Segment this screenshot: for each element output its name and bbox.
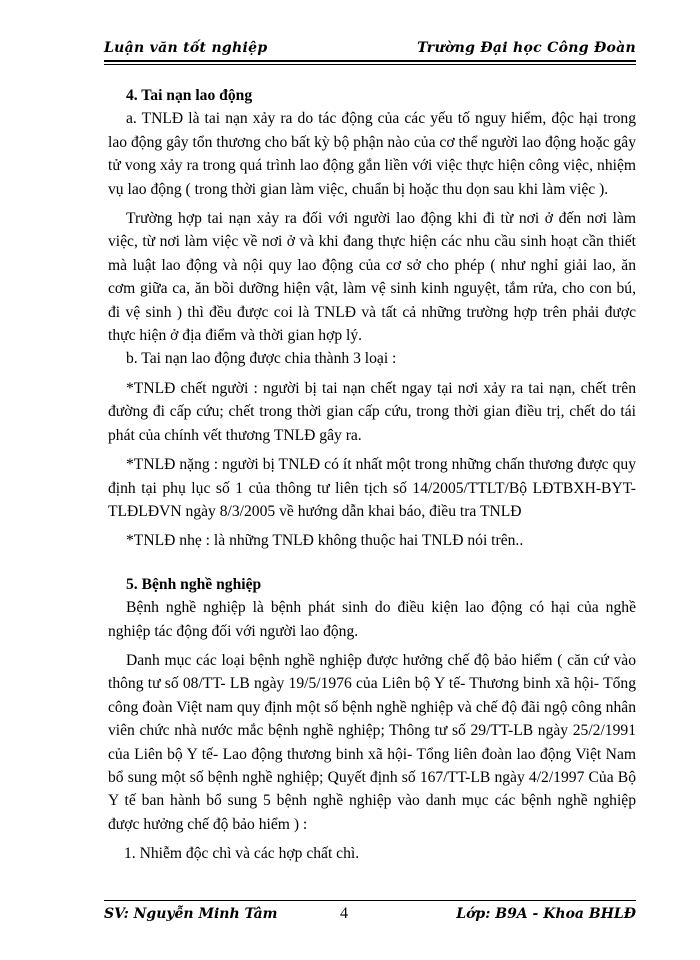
paragraph-fatal-accident: *TNLĐ chết người : người bị tai nạn chết ngay tại nơi xảy ra tai nạn, chết trên đường đi cấp cứu; chết trong thời gian cấp cứu, trong thời gian điều trị, chết do tái phát của chính vết thương TNLĐ gây ra.: [108, 379, 636, 444]
footer-student-name: SV: Nguyễn Minh Tâm: [104, 906, 278, 922]
paragraph-minor-accident: *TNLĐ nhẹ : là những TNLĐ không thuộc hai TNLĐ nói trên..: [126, 532, 524, 550]
paragraph-commute-cases: Trường hợp tai nạn xảy ra đối với người lao động khi đi từ nơi ở đến nơi làm việc, từ nơi làm việc về nơi ở và khi đang thực hiện các nhu cầu sinh hoạt cần thiết mà luật lao động và nội quy lao động của cơ sở cho phép ( như nghỉ giải lao, ăn cơm giữa ca, ăn bồi dưỡng hiện vật, làm vệ sinh kinh nguyệt, tắm rửa, cho con bú, đi vệ sinh ) thì đều được coi là TNLĐ và tất cả những trường hợp trên phải được thực hiện ở địa điểm và thời gian hợp lý.: [108, 210, 636, 345]
header-rule-thin: [104, 64, 636, 65]
paragraph-disease-definition: Bệnh nghề nghiệp là bệnh phát sinh do điều kiện lao động có hại của nghề nghiệp tác động đối với người lao động.: [108, 599, 636, 640]
page-number: 4: [340, 905, 348, 922]
section-heading-occupational-disease: 5. Bệnh nghề nghiệp: [126, 575, 262, 593]
list-item: 1. Nhiễm độc chì và các hợp chất chì.: [124, 845, 360, 863]
header-thesis-label: Luận văn tốt nghiệp: [104, 40, 268, 56]
footer-class: Lớp: B9A - Khoa BHLĐ: [456, 906, 636, 922]
paragraph-classification: b. Tai nạn lao động được chia thành 3 loại :: [126, 350, 397, 368]
paragraph-disease-list: Danh mục các loại bệnh nghề nghiệp được hưởng chế độ bảo hiểm ( căn cứ vào thông tư số 08/TT- LB ngày 19/5/1976 của Liên bộ Y tế- Thương binh xã hội- Tổng công đoàn Việt nam quy định một số bệnh nghề nghiệp và chế độ đãi ngộ công nhân viên chức nhà nước mắc bệnh nghề nghiệp; Thông tư số 29/TT-LB ngày 25/2/1991 của Liên bộ Y tế- Lao động thương binh xã hội- Tổng liên đoàn lao động Việt Nam bổ sung một số bệnh nghề nghiệp; Quyết định số 167/TT-LB ngày 4/2/1997 Của Bộ Y tế ban hành bổ sung 5 bệnh nghề nghiệp vào danh mục các bệnh nghề nghiệp được hưởng chế độ bảo hiểm ) :: [108, 651, 636, 833]
section-heading-accidents: 4. Tai nạn lao động: [126, 87, 253, 104]
footer-rule: [104, 900, 636, 901]
header-university: Trường Đại học Công Đoàn: [417, 40, 636, 56]
header-rule: [104, 60, 636, 62]
paragraph-definition: a. TNLĐ là tai nạn xảy ra do tác động của các yếu tố nguy hiểm, độc hại trong lao động gây tổn thương cho bất kỳ bộ phận nào của cơ thể người lao động hoặc gây tử vong xảy ra trong quá trình lao động gắn liền với việc thực hiện công việc, nhiệm vụ lao động ( trong thời gian làm việc, chuẩn bị hoặc thu dọn sau khi làm việc ).: [108, 110, 636, 198]
paragraph-severe-accident: *TNLĐ nặng : người bị TNLĐ có ít nhất một trong những chấn thương được quy định tại phụ lục số 1 của thông tư liên tịch số 14/2005/TTLT/Bộ LĐTBXH-BYT- TLĐLĐVN ngày 8/3/2005 về hướng dẫn khai báo, điều tra TNLĐ: [108, 456, 636, 520]
page-footer: [104, 900, 636, 930]
page-header: [104, 38, 636, 62]
page-body: [108, 84, 636, 866]
